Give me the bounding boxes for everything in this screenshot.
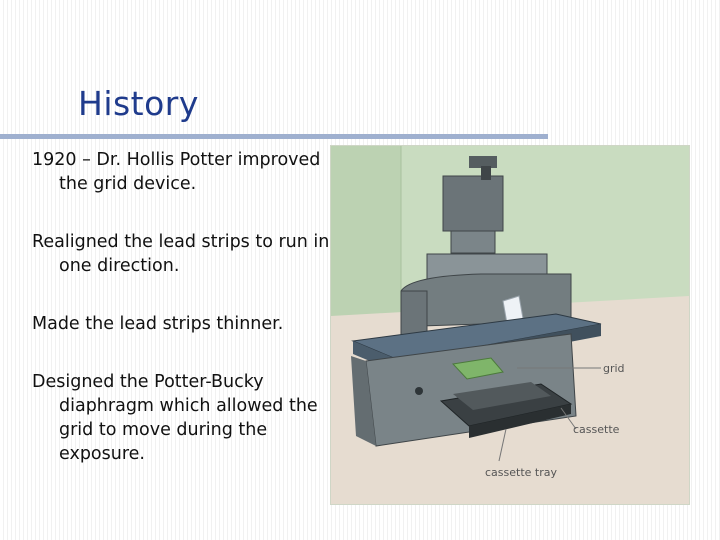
cassette-label: cassette — [573, 423, 620, 436]
bullet-4: Designed the Potter-Bucky diaphragm which allowed the grid to move during the exposure. — [32, 372, 318, 464]
grid-label: grid — [603, 362, 625, 375]
bullet-2: Realigned the lead strips to run in one direction. — [32, 232, 330, 276]
bullet-1: 1920 – Dr. Hollis Potter improved the grid device. — [32, 150, 321, 194]
bullet-3: Made the lead strips thinner. — [32, 314, 284, 334]
bullet-list — [32, 148, 332, 500]
cassette-tray-label: cassette tray — [485, 466, 557, 479]
slide-title: History — [78, 84, 199, 123]
xray-table-drawing — [331, 146, 689, 504]
xray-table-illustration — [330, 145, 690, 505]
title-underline — [0, 134, 548, 139]
